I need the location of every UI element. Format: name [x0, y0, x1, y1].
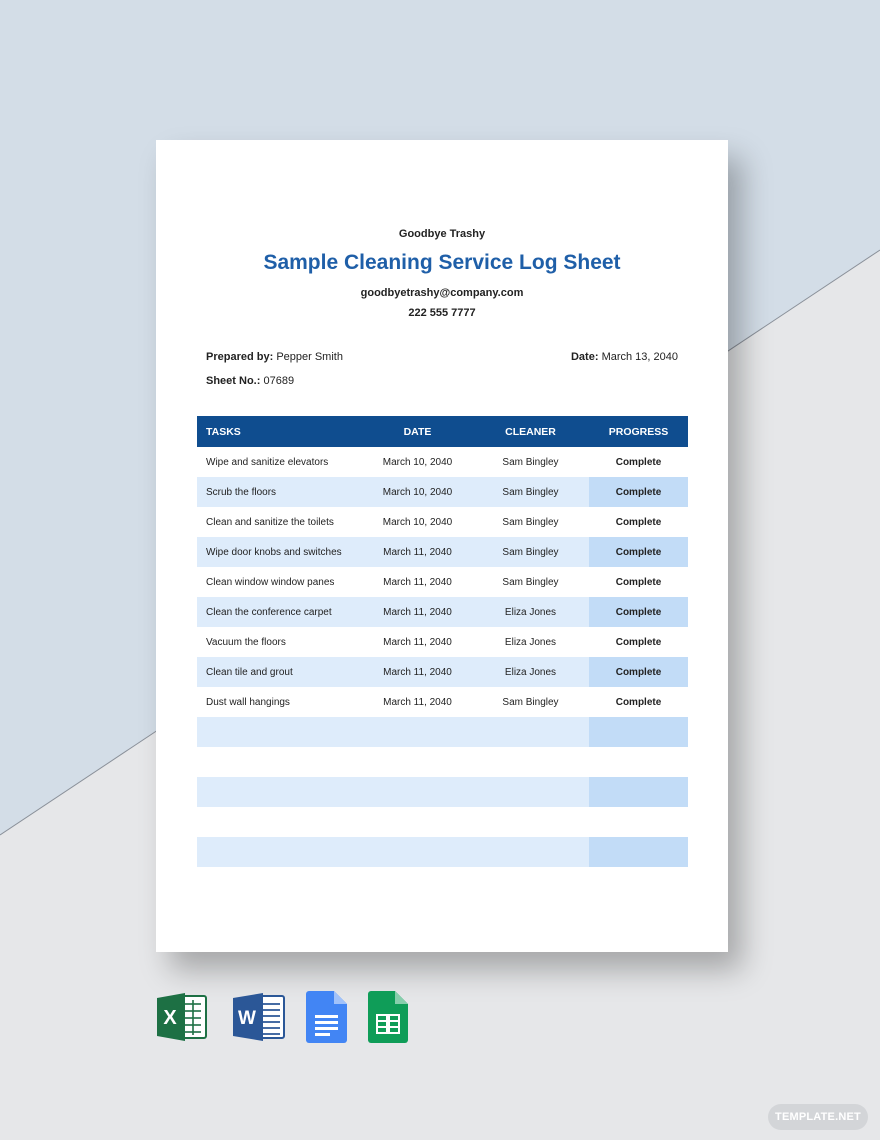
cell-date: March 11, 2040 — [383, 606, 452, 618]
cell-progress — [589, 717, 688, 747]
table-row — [197, 807, 688, 837]
table-row — [197, 507, 688, 537]
header-progress: PROGRESS — [608, 425, 669, 438]
cell-progress — [589, 837, 688, 867]
cell-progress: Complete — [615, 636, 662, 648]
cell-date: March 10, 2040 — [382, 456, 453, 468]
cell-cleaner: Sam Bingley — [502, 486, 559, 498]
table-row — [197, 837, 688, 867]
cell-progress — [589, 807, 688, 837]
cell-cleaner: Sam Bingley — [502, 546, 559, 558]
excel-icon[interactable] — [155, 990, 209, 1044]
svg-text:X: X — [163, 1007, 177, 1029]
cell-task: Clean and sanitize the toilets — [206, 516, 334, 528]
header-cleaner: CLEANER — [505, 425, 556, 438]
google-sheets-icon[interactable] — [368, 991, 408, 1043]
table-row — [197, 447, 688, 477]
document-title: Sample Cleaning Service Log Sheet — [263, 251, 621, 274]
cell-progress: Complete — [615, 696, 662, 708]
table-header — [197, 416, 688, 447]
cell-progress: Complete — [589, 597, 688, 627]
document-date — [571, 351, 678, 363]
cell-progress: Complete — [589, 657, 688, 687]
cell-task: Clean the conference carpet — [206, 606, 332, 618]
cell-cleaner: Sam Bingley — [502, 456, 559, 468]
cell-task: Wipe and sanitize elevators — [206, 456, 329, 468]
cell-date: March 11, 2040 — [383, 666, 452, 678]
table-row — [197, 747, 688, 777]
table-row — [197, 627, 688, 657]
cell-cleaner: Eliza Jones — [504, 636, 557, 648]
table-row — [197, 717, 688, 747]
cell-progress: Complete — [615, 576, 662, 588]
table-body — [197, 447, 688, 867]
company-email: goodbyetrashy@company.com — [360, 287, 524, 299]
cell-cleaner: Eliza Jones — [504, 606, 557, 618]
cell-cleaner: Sam Bingley — [502, 516, 559, 528]
google-docs-icon[interactable] — [306, 991, 348, 1043]
cell-task: Wipe door knobs and switches — [206, 546, 342, 558]
prepared-by — [206, 351, 343, 363]
table-row — [197, 597, 688, 627]
table-row — [197, 657, 688, 687]
cell-progress — [589, 777, 688, 807]
prepared-by-value: Pepper Smith — [276, 351, 343, 363]
cell-cleaner: Sam Bingley — [502, 696, 559, 708]
cell-progress: Complete — [615, 456, 662, 468]
table-row — [197, 777, 688, 807]
company-name: Goodbye Trashy — [398, 228, 486, 240]
word-icon[interactable] — [231, 990, 287, 1044]
table-row — [197, 567, 688, 597]
cell-date: March 11, 2040 — [383, 576, 452, 588]
cell-progress: Complete — [589, 477, 688, 507]
sheet-number-label: Sheet No.: — [206, 375, 261, 387]
sheet-number — [206, 375, 294, 387]
sheet-number-value: 07689 — [263, 375, 295, 387]
date-value: March 13, 2040 — [601, 351, 678, 363]
cell-progress: Complete — [589, 537, 688, 567]
header-date: DATE — [403, 425, 432, 438]
header-tasks: TASKS — [206, 425, 241, 438]
cell-date: March 10, 2040 — [382, 486, 453, 498]
cell-date: March 10, 2040 — [382, 516, 453, 528]
template-net-watermark: TEMPLATE.NET — [768, 1104, 868, 1130]
cell-progress — [589, 747, 688, 777]
cell-task: Scrub the floors — [206, 486, 277, 498]
log-table — [197, 416, 688, 867]
cell-date: March 11, 2040 — [383, 636, 452, 648]
cell-cleaner: Sam Bingley — [502, 576, 559, 588]
svg-text:W: W — [238, 1008, 256, 1029]
document-page — [156, 140, 728, 952]
cell-cleaner: Eliza Jones — [504, 666, 557, 678]
cell-task: Dust wall hangings — [206, 696, 290, 708]
date-label: Date: — [570, 351, 599, 363]
company-phone: 222 555 7777 — [408, 307, 476, 319]
cell-task: Clean tile and grout — [206, 666, 293, 678]
table-row — [197, 477, 688, 507]
cell-date: March 11, 2040 — [383, 696, 452, 708]
cell-task: Clean window window panes — [206, 576, 335, 588]
cell-task: Vacuum the floors — [206, 636, 286, 648]
prepared-by-label: Prepared by: — [206, 351, 274, 363]
cell-date: March 11, 2040 — [383, 546, 452, 558]
cell-progress: Complete — [615, 516, 662, 528]
table-row — [197, 537, 688, 567]
table-row — [197, 687, 688, 717]
